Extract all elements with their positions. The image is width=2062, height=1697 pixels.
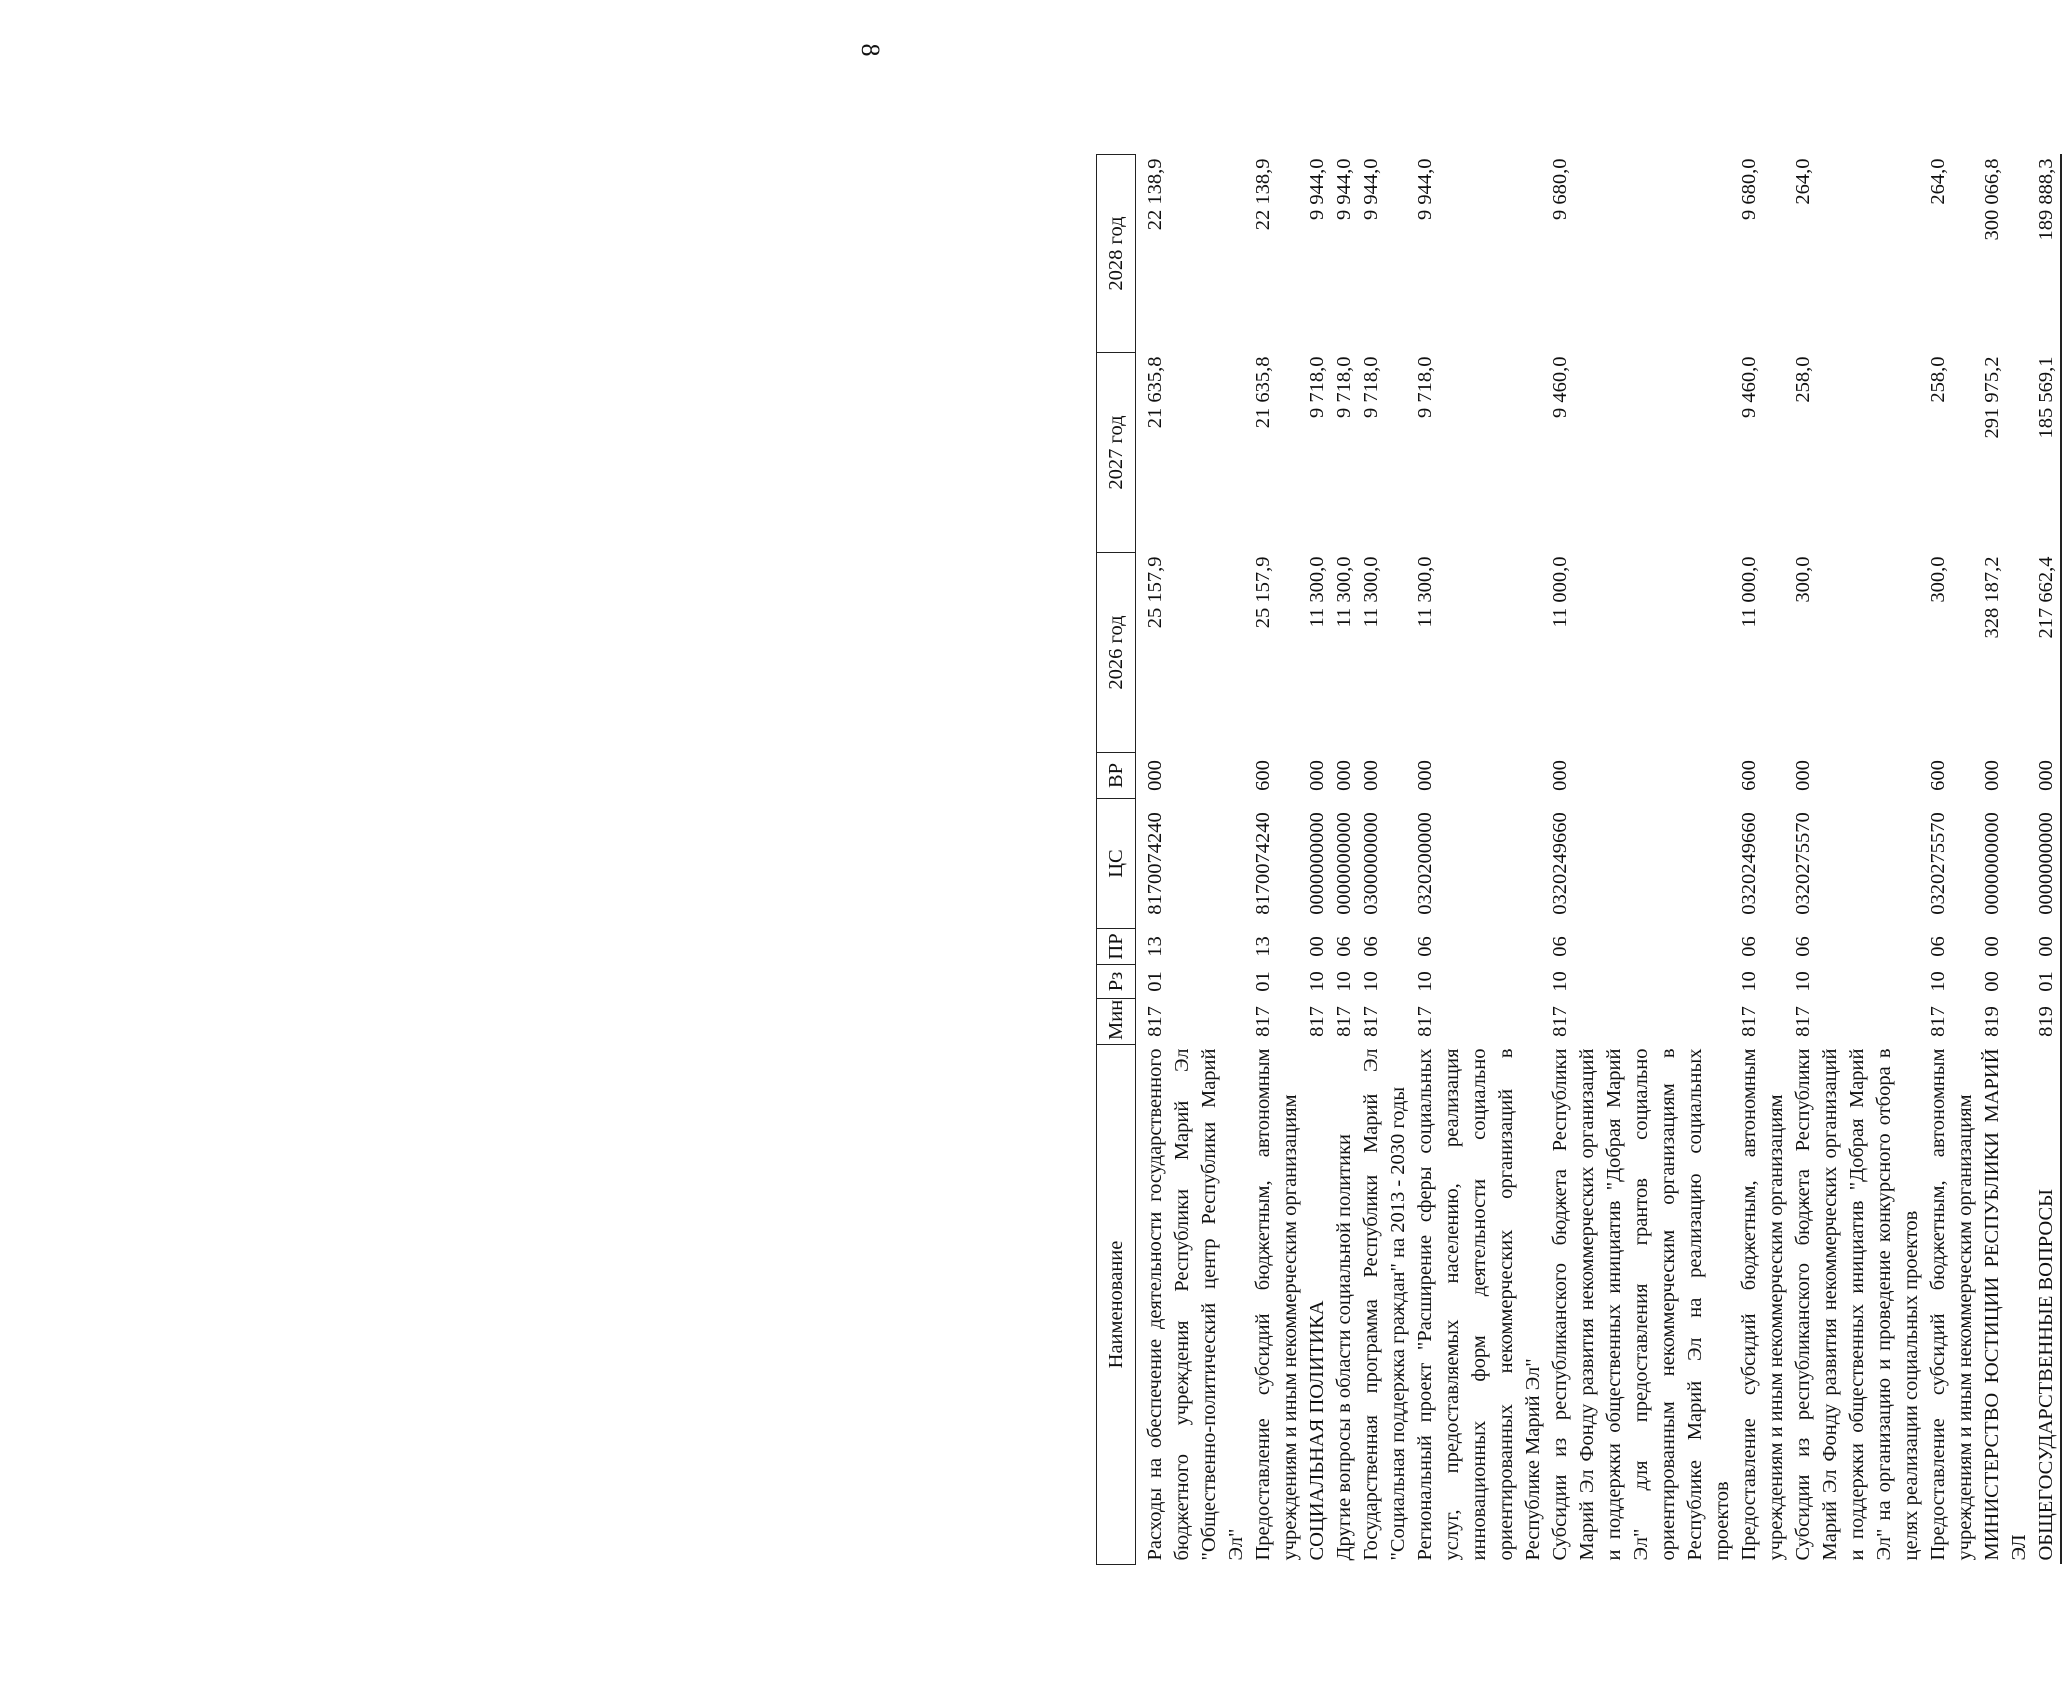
table-row [1250, 155, 1304, 1565]
table-row [1979, 155, 2033, 1565]
row-2026: 300,0 [1792, 556, 1814, 603]
row-min: 817 [1792, 1006, 1814, 1037]
row-cs: 8170074240 [1252, 812, 1274, 915]
row-2027: 258,0 [1927, 356, 1949, 403]
row-name: Расходы на обеспечение деятельности государственного бюджетного учреждения Республики Марий Эл "Общественно-политический центр Республики Марий Эл" [1144, 1048, 1247, 1561]
row-2026: 300,0 [1927, 556, 1949, 603]
row-2028: 264,0 [1927, 158, 1949, 205]
row-rz: 10 [1306, 971, 1328, 992]
row-pr: 06 [1792, 936, 1814, 957]
table-row [2033, 155, 2061, 1565]
row-cs: 0300000000 [1360, 812, 1382, 915]
row-pr: 06 [1360, 936, 1382, 957]
row-pr: 06 [1549, 936, 1571, 957]
header-name: Наименование [1097, 1045, 1136, 1565]
header-cs: ЦС [1097, 799, 1136, 929]
row-2026: 25 157,9 [1144, 556, 1166, 629]
row-pr: 06 [1738, 936, 1760, 957]
row-name: Другие вопросы в области социальной политики [1333, 1133, 1355, 1561]
row-2027: 9 460,0 [1738, 356, 1760, 418]
row-2027: 9 718,0 [1414, 356, 1436, 418]
row-2028: 189 888,3 [2033, 155, 2061, 353]
row-2027: 9 718,0 [1333, 356, 1355, 418]
row-name: Государственная программа Республики Марий Эл "Социальная поддержка граждан" на 2013 - 2030 годы [1360, 1048, 1409, 1561]
table-row [1790, 155, 1925, 1565]
row-cs: 0320275570 [1927, 812, 1949, 915]
row-vr: 000 [1981, 760, 2003, 791]
row-2026: 11 300,0 [1333, 556, 1355, 628]
row-pr: 00 [1981, 936, 2003, 957]
row-2026: 11 300,0 [1360, 556, 1382, 628]
row-name: Предоставление субсидий бюджетным, автономным учреждениям и иным некоммерческим организациям [1738, 1048, 1787, 1561]
row-vr: 000 [1549, 760, 1571, 791]
table-row [1925, 155, 1979, 1565]
header-2027: 2027 год [1097, 353, 1136, 553]
row-rz: 10 [1927, 971, 1949, 992]
header-2028: 2028 год [1097, 155, 1136, 353]
row-2027: 258,0 [1792, 356, 1814, 403]
row-2026: 11 000,0 [1549, 556, 1571, 628]
row-2028: 9 944,0 [1360, 158, 1382, 220]
row-2028: 9 680,0 [1549, 158, 1571, 220]
header-pr: ПР [1097, 929, 1136, 965]
row-vr: 000 [1306, 760, 1328, 791]
row-name: Субсидии из республиканского бюджета Республики Марий Эл Фонду развития некоммерческих организаций и поддержки общественных инициатив "Добрая Марий Эл" для предоставления грантов социально ориентированным некоммерческим организациям в Республике Марий Эл на реализацию социальных проектов [1549, 1048, 1733, 1561]
table-row [1547, 155, 1736, 1565]
row-2027: 185 569,1 [2033, 353, 2061, 553]
row-rz: 01 [2033, 965, 2061, 999]
row-name: Предоставление субсидий бюджетным, автономным учреждениям и иным некоммерческим организациям [1927, 1048, 1976, 1561]
row-rz: 01 [1144, 971, 1166, 992]
row-name: Субсидии из республиканского бюджета Республики Марий Эл Фонду развития некоммерческих организаций и поддержки общественных инициатив "Добрая Марий Эл" на организацию и проведение конкурсного отбора в целях реализации социальных проектов [1792, 1048, 1922, 1561]
row-2027: 9 718,0 [1360, 356, 1382, 418]
row-min: 819 [1981, 1006, 2003, 1037]
row-cs: 0320275570 [1792, 812, 1814, 915]
row-vr: 600 [1927, 760, 1949, 791]
row-name: Предоставление субсидий бюджетным, автономным учреждениям и иным некоммерческим организациям [1252, 1048, 1301, 1561]
row-2028: 300 066,8 [1981, 158, 2003, 241]
row-vr: 000 [1333, 760, 1355, 791]
row-2027: 291 975,2 [1981, 356, 2003, 439]
row-2028: 9 944,0 [1414, 158, 1436, 220]
row-vr: 000 [1414, 760, 1436, 791]
row-rz: 10 [1414, 971, 1436, 992]
row-pr: 06 [1414, 936, 1436, 957]
table-row [1142, 155, 1250, 1565]
row-vr: 000 [1144, 760, 1166, 791]
header-row [1097, 155, 1136, 1565]
table-row [1304, 155, 1331, 1565]
row-name: СОЦИАЛЬНАЯ ПОЛИТИКА [1306, 1300, 1328, 1561]
row-pr: 06 [1927, 936, 1949, 957]
row-2026: 25 157,9 [1252, 556, 1274, 629]
row-pr: 00 [1306, 936, 1328, 957]
row-cs: 0000000000 [1981, 812, 2003, 915]
row-min: 817 [1144, 1006, 1166, 1037]
row-min: 817 [1414, 1006, 1436, 1037]
row-rz: 10 [1360, 971, 1382, 992]
row-rz: 01 [1252, 971, 1274, 992]
header-rz: Рз [1097, 965, 1136, 999]
row-vr: 000 [1360, 760, 1382, 791]
row-pr: 00 [2033, 929, 2061, 965]
row-min: 817 [1738, 1006, 1760, 1037]
row-pr: 13 [1144, 936, 1166, 957]
row-min: 817 [1549, 1006, 1571, 1037]
row-2028: 264,0 [1792, 158, 1814, 205]
row-cs: 0320249660 [1738, 812, 1760, 915]
row-min: 817 [1333, 1006, 1355, 1037]
table-row [1358, 155, 1412, 1565]
table-row [1736, 155, 1790, 1565]
row-2027: 9 460,0 [1549, 356, 1571, 418]
rotated-table-container [1096, 155, 2057, 1565]
header-min: Мин [1097, 999, 1136, 1045]
row-2027: 21 635,8 [1252, 356, 1274, 429]
row-2026: 11 000,0 [1738, 556, 1760, 628]
row-rz: 10 [1738, 971, 1760, 992]
row-min: 817 [1306, 1006, 1328, 1037]
page-number: 8 [856, 43, 885, 57]
header-2026: 2026 год [1097, 553, 1136, 753]
row-2028: 9 944,0 [1306, 158, 1328, 220]
row-2026: 11 300,0 [1414, 556, 1436, 628]
row-2027: 9 718,0 [1306, 356, 1328, 418]
row-2026: 217 662,4 [2033, 553, 2061, 753]
row-cs: 0320249660 [1549, 812, 1571, 915]
row-name: Региональный проект "Расширение сферы социальных услуг, предоставляемых населению, реализация инновационных форм деятельности социально ориентированных некоммерческих организаций в Республике Марий Эл" [1414, 1048, 1544, 1561]
row-cs: 0000000000 [2033, 799, 2061, 929]
row-min: 817 [1252, 1006, 1274, 1037]
row-2028: 22 138,9 [1144, 158, 1166, 231]
row-rz: 10 [1549, 971, 1571, 992]
row-2026: 328 187,2 [1981, 556, 2003, 639]
row-2028: 9 944,0 [1333, 158, 1355, 220]
row-vr: 000 [2033, 753, 2061, 799]
row-2028: 9 680,0 [1738, 158, 1760, 220]
row-vr: 600 [1738, 760, 1760, 791]
row-rz: 10 [1792, 971, 1814, 992]
row-cs: 0000000000 [1333, 812, 1355, 915]
row-min: 817 [1927, 1006, 1949, 1037]
row-rz: 10 [1333, 971, 1355, 992]
table-row [1412, 155, 1547, 1565]
row-name: ОБЩЕГОСУДАРСТВЕННЫЕ ВОПРОСЫ [2033, 1045, 2061, 1565]
row-2028: 22 138,9 [1252, 158, 1274, 231]
budget-table [1096, 154, 2062, 1565]
row-2026: 11 300,0 [1306, 556, 1328, 628]
row-pr: 13 [1252, 936, 1274, 957]
row-pr: 06 [1333, 936, 1355, 957]
row-name: МИНИСТЕРСТВО ЮСТИЦИИ РЕСПУБЛИКИ МАРИЙ ЭЛ [1981, 1048, 2030, 1561]
row-2027: 21 635,8 [1144, 356, 1166, 429]
row-vr: 000 [1792, 760, 1814, 791]
row-cs: 0000000000 [1306, 812, 1328, 915]
row-cs: 0320200000 [1414, 812, 1436, 915]
row-vr: 600 [1252, 760, 1274, 791]
table-row [1331, 155, 1358, 1565]
header-vr: ВР [1097, 753, 1136, 799]
row-cs: 8170074240 [1144, 812, 1166, 915]
row-min: 817 [1360, 1006, 1382, 1037]
row-min: 819 [2033, 999, 2061, 1045]
row-rz: 00 [1981, 971, 2003, 992]
